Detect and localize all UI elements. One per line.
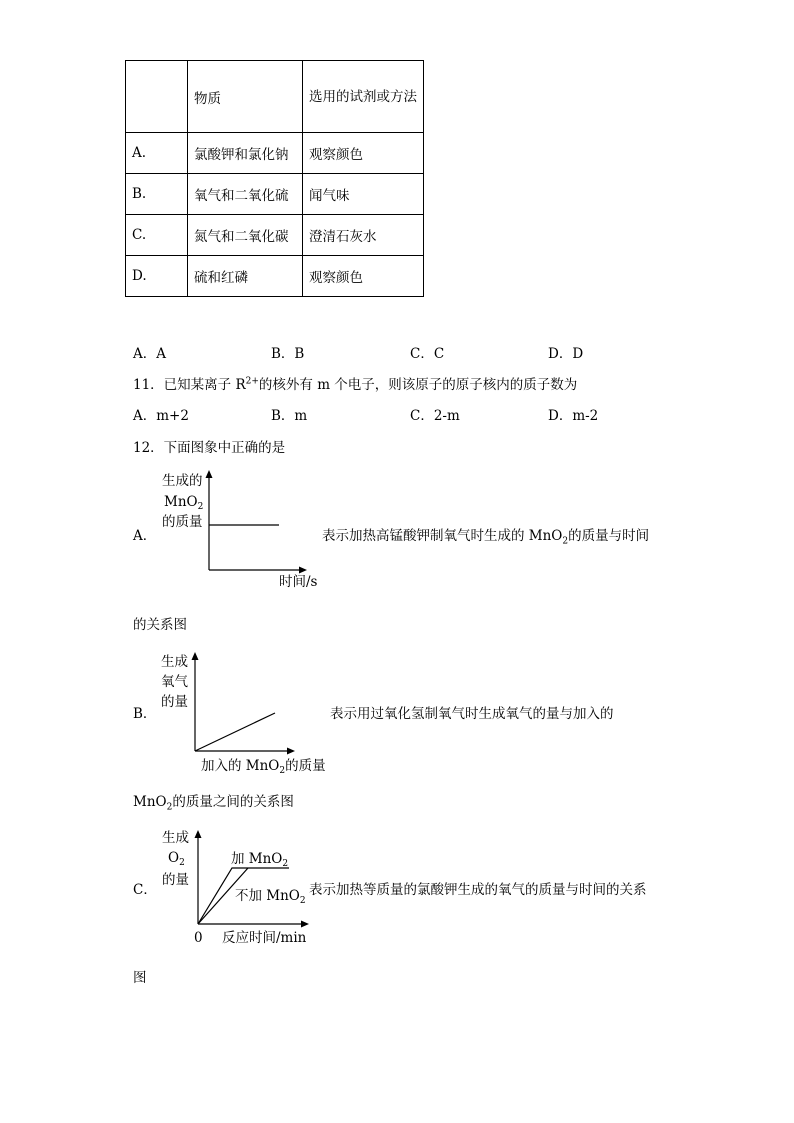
- graph-c-origin: 0: [194, 930, 203, 946]
- table-cell: 氯酸钾和氯化钠: [188, 133, 303, 174]
- graph-b-ylabel-3: 的量: [161, 694, 188, 710]
- table-header-row: [126, 61, 424, 133]
- table-header-cell: [126, 61, 188, 133]
- q11-stem: [133, 373, 577, 393]
- table-row: [126, 256, 424, 297]
- q12-stem: 12．下面图象中正确的是: [133, 440, 286, 456]
- table-cell: A.: [126, 133, 188, 174]
- graph-b-xlabel: 加入的 MnO$_2$的质量: [201, 758, 326, 776]
- table-cell: B.: [126, 174, 188, 215]
- table-header-cell: 物质: [188, 61, 303, 133]
- graph-b: [155, 646, 345, 776]
- graph-b-ylabel-1: 生成: [161, 654, 188, 670]
- table-cell: 氮气和二氧化碳: [188, 215, 303, 256]
- table-row: [126, 133, 424, 174]
- q11-option-b: B．m: [271, 408, 308, 424]
- graph-c-line1-label: 加 MnO$_2$: [231, 851, 289, 869]
- q10-option-d: D．D: [548, 346, 584, 362]
- q10-option-b: B．B: [271, 346, 305, 362]
- table-cell: D.: [126, 256, 188, 297]
- q11-option-c: C．2-m: [410, 408, 460, 424]
- graph-c-ylabel-2: $O_2$: [168, 850, 185, 868]
- q11-option-a: A．m+2: [133, 408, 189, 424]
- table-cell: 观察颜色: [303, 256, 424, 297]
- q12-b-desc-wrap: MnO$_2$的质量之间的关系图: [133, 794, 294, 813]
- table-row: [126, 215, 424, 256]
- graph-c-ylabel-3: 的量: [162, 872, 189, 888]
- graph-c-ylabel-1: 生成: [162, 830, 189, 846]
- q12-a-desc: 表示加热高锰酸钾制氧气时生成的 MnO$_2$的质量与时间: [322, 528, 650, 547]
- table-cell: C.: [126, 215, 188, 256]
- q11-stem-prefix: 11．已知某离子 R: [133, 377, 246, 393]
- q12-a-desc-wrap: 的关系图: [133, 617, 187, 633]
- q11-option-d: D．m-2: [548, 408, 599, 424]
- q12-b-label: B．: [133, 706, 157, 722]
- graph-c-xlabel: 反应时间/min: [222, 930, 307, 946]
- q12-b-desc: 表示用过氧化氢制氧气时生成氧气的量与加入的: [330, 706, 614, 722]
- graph-a-xlabel: 时间/s: [279, 574, 318, 590]
- q12-c-label: C．: [133, 882, 157, 898]
- q12-c-desc-wrap: 图: [133, 970, 147, 986]
- q10-option-c: C．C: [410, 346, 445, 362]
- q12-c-desc: 表示加热等质量的氯酸钾生成的氧气的质量与时间的关系: [309, 882, 647, 898]
- graph-c: [155, 826, 315, 948]
- table-cell: 闻气味: [303, 174, 424, 215]
- substance-table: [125, 60, 424, 297]
- graph-a-ylabel-2: MnO$_2$: [164, 494, 204, 512]
- graph-a-ylabel-3: 的质量: [162, 514, 203, 530]
- table-cell: 澄清石灰水: [303, 215, 424, 256]
- q12-a-label: A．: [133, 528, 157, 544]
- table-cell: 硫和红磷: [188, 256, 303, 297]
- graph-a-ylabel-1: 生成的: [162, 473, 203, 489]
- table-cell: 氧气和二氧化硫: [188, 174, 303, 215]
- q11-superscript: 2+: [245, 376, 259, 387]
- graph-b-ylabel-2: 氧气: [161, 674, 188, 690]
- q11-stem-suffix: 的核外有 m 个电子，则该原子的原子核内的质子数为: [258, 377, 578, 393]
- table-cell: 观察颜色: [303, 133, 424, 174]
- graph-c-line2-label: 不加 MnO$_2$: [235, 888, 306, 906]
- graph-a: [155, 468, 345, 593]
- table-row: [126, 174, 424, 215]
- table-header-cell: 选用的试剂或方法: [303, 61, 424, 133]
- q10-option-a: A．A: [133, 346, 166, 362]
